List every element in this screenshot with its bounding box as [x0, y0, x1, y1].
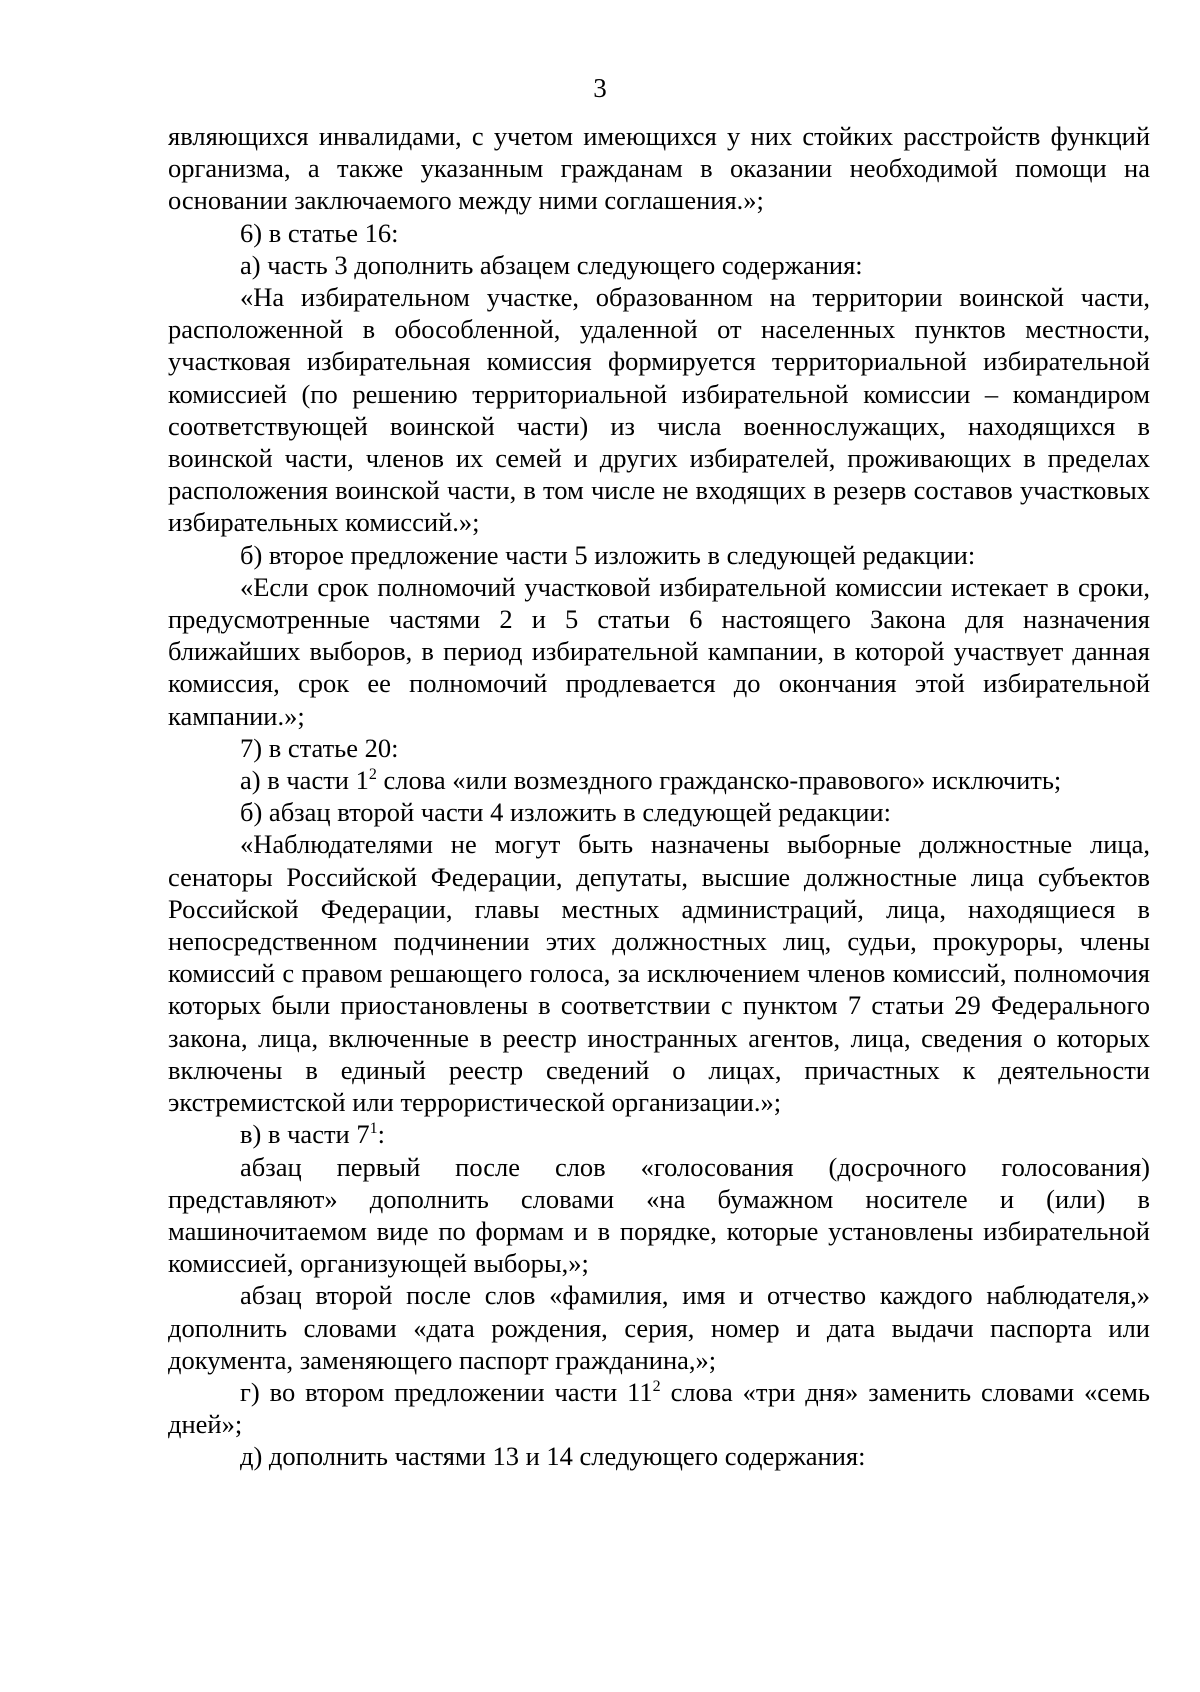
paragraph [168, 1151, 1150, 1280]
paragraph-text-continued: : [377, 1119, 385, 1150]
paragraph [168, 281, 1150, 539]
paragraph-text: «Если срок полномочий участковой избирательной комиссии истекает в сроки, предусмотренные частями 2 и 5 статьи 6 настоящего Закона для назначения ближайших выборов, в период избирательной кампании, в которой участвует данная комиссия, срок ее полномочий продлевается до окончания этой избирательной кампании.»; [168, 571, 1150, 731]
paragraph-text: в) в части 7 [240, 1119, 370, 1150]
document-body [168, 120, 1150, 1473]
paragraph-text: г) во втором предложении части 11 [240, 1376, 653, 1407]
paragraph [168, 764, 1150, 796]
paragraph-text: являющихся инвалидами, с учетом имеющихся у них стойких расстройств функций организма, а также указанным гражданам в оказании необходимой помощи на основании заключаемого между ними соглашения.»; [168, 121, 1150, 216]
paragraph [168, 828, 1150, 1118]
paragraph-text: 6) в статье 16: [240, 217, 399, 248]
paragraph [168, 120, 1150, 217]
paragraph [168, 1440, 1150, 1472]
paragraph-text: абзац первый после слов «голосования (досрочного голосования) представляют» дополнить словами «на бумажном носителе и (или) в машиночитаемом виде по формам и в порядке, которые установлены избирательной комиссией, организующей выборы,»; [168, 1151, 1150, 1279]
paragraph [168, 571, 1150, 732]
paragraph [168, 732, 1150, 764]
paragraph-text: а) в части 1 [240, 765, 369, 796]
superscript: 1 [369, 1120, 378, 1138]
paragraph [168, 796, 1150, 828]
paragraph-text: 7) в статье 20: [240, 732, 399, 763]
paragraph-text: б) абзац второй части 4 изложить в следующей редакции: [240, 797, 891, 828]
paragraph-text: а) часть 3 дополнить абзацем следующего содержания: [240, 249, 863, 280]
superscript: 2 [368, 766, 377, 784]
paragraph [168, 1376, 1150, 1440]
paragraph-text-continued: слова «или возмездного гражданско-правового» исключить; [376, 765, 1062, 796]
paragraph-text: б) второе предложение части 5 изложить в следующей редакции: [240, 539, 976, 570]
paragraph [168, 1279, 1150, 1376]
paragraph-text: «Наблюдателями не могут быть назначены выборные должностные лица, сенаторы Российской Федерации, депутаты, высшие должностные лица субъектов Российской Федерации, главы местных администраций, лица, находящиеся в непосредственном подчинении этих должностных лиц, судьи, прокуроры, члены комиссий с правом решающего голоса, за исключением членов комиссий, полномочия которых были приостановлены в соответствии с пунктом 7 статьи 29 Федерального закона, лица, включенные в реестр иностранных агентов, лица, сведения о которых включены в единый реестр сведений о лицах, причастных к деятельности экстремистской или террористической организации.»; [168, 829, 1150, 1118]
paragraph [168, 217, 1150, 249]
paragraph-text: д) дополнить частями 13 и 14 следующего содержания: [240, 1441, 866, 1472]
superscript: 2 [652, 1378, 661, 1396]
page-number: 3 [593, 73, 607, 103]
paragraph-text: «На избирательном участке, образованном на территории воинской части, расположенной в обособленной, удаленной от населенных пунктов местности, участковая избирательная комиссия формируется территориальной избирательной комиссией (по решению территориальной избирательной комиссии – командиром соответствующей воинской части) из числа военнослужащих, находящихся в воинской части, членов их семей и других избирателей, проживающих в пределах расположения воинской части, в том числе не входящих в резерв составов участковых избирательных комиссий.»; [168, 282, 1150, 538]
paragraph [168, 539, 1150, 571]
paragraph [168, 1118, 1150, 1150]
paragraph [168, 249, 1150, 281]
paragraph-text: абзац второй после слов «фамилия, имя и отчество каждого наблюдателя,» дополнить словами «дата рождения, серия, номер и дата выдачи паспорта или документа, заменяющего паспорт гражданина,»; [168, 1280, 1150, 1375]
paragraph-text-continued: слова «три дня» заменить словами «семь дней»; [168, 1376, 1150, 1440]
